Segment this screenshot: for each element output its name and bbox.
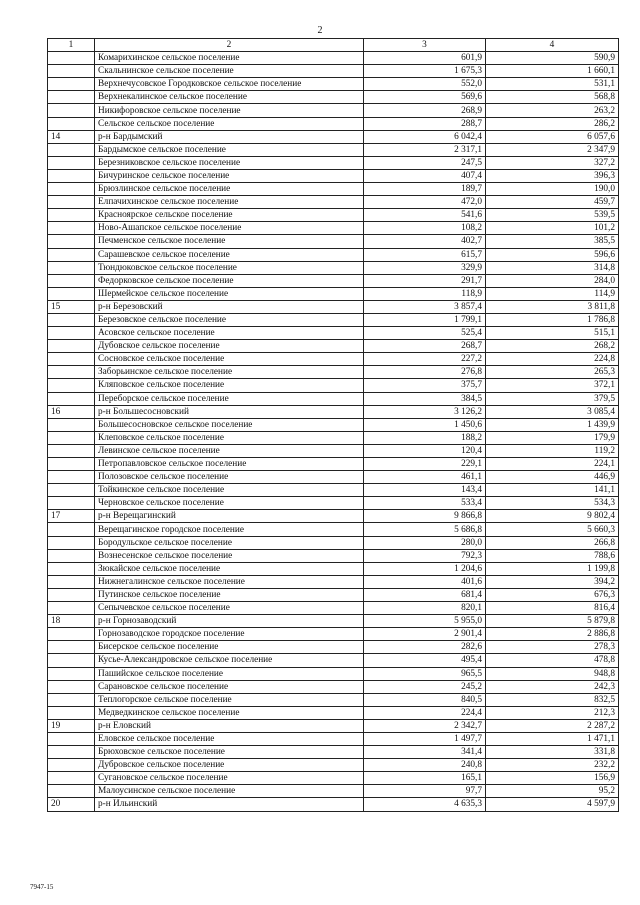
row-number [48, 65, 95, 78]
row-number [48, 732, 95, 745]
value-col-3: 6 042,4 [364, 130, 486, 143]
value-col-3: 5 686,8 [364, 523, 486, 536]
municipality-name: Бичуринское сельское поселение [95, 169, 364, 182]
value-col-4: 190,0 [486, 183, 619, 196]
table-row [48, 510, 619, 523]
municipality-name: Зюкайское сельское поселение [95, 562, 364, 575]
table-row [48, 549, 619, 562]
municipality-name: Комарихинское сельское поселение [95, 52, 364, 65]
row-number [48, 169, 95, 182]
row-number: 20 [48, 798, 95, 811]
value-col-3: 188,2 [364, 431, 486, 444]
row-number [48, 287, 95, 300]
value-col-4: 95,2 [486, 785, 619, 798]
table-row [48, 353, 619, 366]
row-number [48, 458, 95, 471]
table-row [48, 52, 619, 65]
value-col-4: 156,9 [486, 772, 619, 785]
header-row [48, 39, 619, 52]
value-col-3: 245,2 [364, 680, 486, 693]
value-col-4: 286,2 [486, 117, 619, 130]
header-col-1: 1 [48, 39, 95, 52]
table-row [48, 798, 619, 811]
row-number [48, 667, 95, 680]
table-row [48, 680, 619, 693]
value-col-4: 539,5 [486, 209, 619, 222]
table-row [48, 169, 619, 182]
table-row [48, 615, 619, 628]
table-row [48, 746, 619, 759]
table-row [48, 143, 619, 156]
table-row [48, 300, 619, 313]
value-col-3: 2 901,4 [364, 628, 486, 641]
row-number [48, 392, 95, 405]
row-number [48, 117, 95, 130]
row-number [48, 497, 95, 510]
value-col-4: 3 811,8 [486, 300, 619, 313]
row-number: 18 [48, 615, 95, 628]
value-col-3: 280,0 [364, 536, 486, 549]
municipality-name: Вознесенское сельское поселение [95, 549, 364, 562]
table-row [48, 261, 619, 274]
value-col-3: 407,4 [364, 169, 486, 182]
value-col-4: 327,2 [486, 156, 619, 169]
value-col-4: 278,3 [486, 641, 619, 654]
value-col-4: 396,3 [486, 169, 619, 182]
municipality-name: Бардымское сельское поселение [95, 143, 364, 156]
municipality-name: Березовское сельское поселение [95, 313, 364, 326]
table-row [48, 156, 619, 169]
table-row [48, 248, 619, 261]
row-number [48, 196, 95, 209]
value-col-3: 569,6 [364, 91, 486, 104]
row-number [48, 536, 95, 549]
value-col-4: 948,8 [486, 667, 619, 680]
value-col-4: 179,9 [486, 431, 619, 444]
table-row [48, 458, 619, 471]
table-row [48, 431, 619, 444]
municipality-name: Красноярское сельское поселение [95, 209, 364, 222]
value-col-4: 2 347,9 [486, 143, 619, 156]
table-row [48, 759, 619, 772]
value-col-3: 4 635,3 [364, 798, 486, 811]
municipality-name: Пашийское сельское поселение [95, 667, 364, 680]
row-number: 17 [48, 510, 95, 523]
municipality-name: Дубровское сельское поселение [95, 759, 364, 772]
value-col-3: 5 955,0 [364, 615, 486, 628]
value-col-4: 1 471,1 [486, 732, 619, 745]
budget-table [47, 38, 619, 812]
row-number [48, 222, 95, 235]
value-col-4: 394,2 [486, 575, 619, 588]
row-number [48, 274, 95, 287]
footer-code: 7947-15 [30, 883, 54, 891]
value-col-3: 461,1 [364, 471, 486, 484]
row-number [48, 654, 95, 667]
row-number [48, 313, 95, 326]
table-row [48, 222, 619, 235]
row-number [48, 248, 95, 261]
table-row [48, 418, 619, 431]
value-col-4: 232,2 [486, 759, 619, 772]
municipality-name: Переборское сельское поселение [95, 392, 364, 405]
row-number [48, 104, 95, 117]
value-col-3: 329,9 [364, 261, 486, 274]
value-col-4: 141,1 [486, 484, 619, 497]
value-col-3: 840,5 [364, 693, 486, 706]
value-col-3: 402,7 [364, 235, 486, 248]
value-col-4: 385,5 [486, 235, 619, 248]
row-number [48, 693, 95, 706]
value-col-4: 788,6 [486, 549, 619, 562]
row-number [48, 471, 95, 484]
value-col-3: 268,7 [364, 340, 486, 353]
value-col-4: 531,1 [486, 78, 619, 91]
municipality-name: Ново-Ашапское сельское поселение [95, 222, 364, 235]
municipality-name: р-н Верещагинский [95, 510, 364, 523]
value-col-3: 401,6 [364, 575, 486, 588]
header-col-4: 4 [486, 39, 619, 52]
municipality-name: Заборьинское сельское поселение [95, 366, 364, 379]
row-number [48, 772, 95, 785]
municipality-name: Федорковское сельское поселение [95, 274, 364, 287]
value-col-3: 282,6 [364, 641, 486, 654]
table-row [48, 130, 619, 143]
table-row [48, 392, 619, 405]
row-number [48, 575, 95, 588]
municipality-name: Брюховское сельское поселение [95, 746, 364, 759]
table-row [48, 641, 619, 654]
value-col-3: 9 866,8 [364, 510, 486, 523]
row-number [48, 366, 95, 379]
table-row [48, 327, 619, 340]
row-number [48, 261, 95, 274]
row-number [48, 340, 95, 353]
table-row [48, 575, 619, 588]
row-number [48, 183, 95, 196]
value-col-4: 1 786,8 [486, 313, 619, 326]
row-number [48, 523, 95, 536]
row-number [48, 209, 95, 222]
municipality-name: Петропавловское сельское поселение [95, 458, 364, 471]
table-row [48, 65, 619, 78]
value-col-3: 341,4 [364, 746, 486, 759]
value-col-4: 2 886,8 [486, 628, 619, 641]
value-col-4: 119,2 [486, 444, 619, 457]
table-row [48, 287, 619, 300]
row-number [48, 431, 95, 444]
table-row [48, 405, 619, 418]
row-number [48, 759, 95, 772]
row-number [48, 379, 95, 392]
table-row [48, 366, 619, 379]
value-col-4: 590,9 [486, 52, 619, 65]
municipality-name: Кусье-Александровское сельское поселение [95, 654, 364, 667]
table-row [48, 562, 619, 575]
municipality-name: Сосновское сельское поселение [95, 353, 364, 366]
row-number [48, 143, 95, 156]
municipality-name: Полозовское сельское поселение [95, 471, 364, 484]
row-number [48, 235, 95, 248]
value-col-3: 541,6 [364, 209, 486, 222]
value-col-3: 601,9 [364, 52, 486, 65]
table-row [48, 274, 619, 287]
table-row [48, 602, 619, 615]
value-col-3: 3 126,2 [364, 405, 486, 418]
value-col-4: 372,1 [486, 379, 619, 392]
row-number [48, 418, 95, 431]
value-col-4: 1 439,9 [486, 418, 619, 431]
value-col-4: 446,9 [486, 471, 619, 484]
municipality-name: Малоусинское сельское поселение [95, 785, 364, 798]
value-col-3: 97,7 [364, 785, 486, 798]
table-row [48, 706, 619, 719]
municipality-name: Верещагинское городское поселение [95, 523, 364, 536]
value-col-3: 384,5 [364, 392, 486, 405]
value-col-3: 375,7 [364, 379, 486, 392]
municipality-name: Левинское сельское поселение [95, 444, 364, 457]
municipality-name: Сугановское сельское поселение [95, 772, 364, 785]
header-col-2: 2 [95, 39, 364, 52]
row-number [48, 602, 95, 615]
municipality-name: Тюндюковское сельское поселение [95, 261, 364, 274]
value-col-3: 165,1 [364, 772, 486, 785]
municipality-name: Скальнинское сельское поселение [95, 65, 364, 78]
value-col-4: 459,7 [486, 196, 619, 209]
value-col-4: 4 597,9 [486, 798, 619, 811]
value-col-4: 265,3 [486, 366, 619, 379]
table-row [48, 732, 619, 745]
value-col-3: 552,0 [364, 78, 486, 91]
value-col-3: 276,8 [364, 366, 486, 379]
municipality-name: Березниковское сельское поселение [95, 156, 364, 169]
municipality-name: Горнозаводское городское поселение [95, 628, 364, 641]
value-col-3: 108,2 [364, 222, 486, 235]
value-col-4: 379,5 [486, 392, 619, 405]
value-col-4: 224,8 [486, 353, 619, 366]
value-col-4: 832,5 [486, 693, 619, 706]
municipality-name: р-н Большесосновский [95, 405, 364, 418]
municipality-name: р-н Бардымский [95, 130, 364, 143]
municipality-name: Кляповское сельское поселение [95, 379, 364, 392]
value-col-3: 227,2 [364, 353, 486, 366]
row-number [48, 484, 95, 497]
row-number [48, 444, 95, 457]
municipality-name: р-н Ильинский [95, 798, 364, 811]
value-col-3: 792,3 [364, 549, 486, 562]
value-col-3: 247,5 [364, 156, 486, 169]
row-number [48, 327, 95, 340]
municipality-name: р-н Березовский [95, 300, 364, 313]
value-col-3: 224,4 [364, 706, 486, 719]
municipality-name: Печменское сельское поселение [95, 235, 364, 248]
value-col-4: 596,6 [486, 248, 619, 261]
row-number [48, 156, 95, 169]
municipality-name: Дубовское сельское поселение [95, 340, 364, 353]
table-row [48, 719, 619, 732]
row-number [48, 91, 95, 104]
value-col-4: 212,3 [486, 706, 619, 719]
value-col-4: 478,8 [486, 654, 619, 667]
table-row [48, 628, 619, 641]
municipality-name: Теплогорское сельское поселение [95, 693, 364, 706]
value-col-3: 533,4 [364, 497, 486, 510]
municipality-name: Сепычевское сельское поселение [95, 602, 364, 615]
municipality-name: р-н Еловский [95, 719, 364, 732]
row-number [48, 746, 95, 759]
value-col-4: 114,9 [486, 287, 619, 300]
table-row [48, 117, 619, 130]
header-col-3: 3 [364, 39, 486, 52]
municipality-name: Никифоровское сельское поселение [95, 104, 364, 117]
value-col-3: 2 317,1 [364, 143, 486, 156]
value-col-3: 189,7 [364, 183, 486, 196]
value-col-3: 291,7 [364, 274, 486, 287]
table-row [48, 78, 619, 91]
municipality-name: Черновское сельское поселение [95, 497, 364, 510]
municipality-name: Сарановское сельское поселение [95, 680, 364, 693]
value-col-4: 242,3 [486, 680, 619, 693]
municipality-name: Нижнегалинское сельское поселение [95, 575, 364, 588]
row-number [48, 78, 95, 91]
municipality-name: Елпачихинское сельское поселение [95, 196, 364, 209]
municipality-name: Сарашевское сельское поселение [95, 248, 364, 261]
value-col-4: 331,8 [486, 746, 619, 759]
table-row [48, 785, 619, 798]
value-col-3: 3 857,4 [364, 300, 486, 313]
page-number: 2 [317, 25, 323, 36]
value-col-4: 268,2 [486, 340, 619, 353]
value-col-3: 495,4 [364, 654, 486, 667]
value-col-3: 143,4 [364, 484, 486, 497]
table-row [48, 183, 619, 196]
municipality-name: Клеповское сельское поселение [95, 431, 364, 444]
municipality-name: Путинское сельское поселение [95, 588, 364, 601]
municipality-name: Верхнечусовское Городковское сельское поселение [95, 78, 364, 91]
value-col-3: 1 799,1 [364, 313, 486, 326]
municipality-name: Шермейское сельское поселение [95, 287, 364, 300]
value-col-3: 288,7 [364, 117, 486, 130]
value-col-4: 263,2 [486, 104, 619, 117]
municipality-name: Сельское сельское поселение [95, 117, 364, 130]
value-col-4: 314,8 [486, 261, 619, 274]
value-col-3: 965,5 [364, 667, 486, 680]
row-number [48, 785, 95, 798]
table-row [48, 471, 619, 484]
row-number [48, 353, 95, 366]
value-col-4: 1 199,8 [486, 562, 619, 575]
row-number [48, 641, 95, 654]
value-col-3: 240,8 [364, 759, 486, 772]
table-row [48, 235, 619, 248]
table-row [48, 654, 619, 667]
table-row [48, 196, 619, 209]
municipality-name: р-н Горнозаводский [95, 615, 364, 628]
municipality-name: Асовское сельское поселение [95, 327, 364, 340]
value-col-3: 472,0 [364, 196, 486, 209]
value-col-4: 3 085,4 [486, 405, 619, 418]
value-col-3: 1 675,3 [364, 65, 486, 78]
value-col-4: 534,3 [486, 497, 619, 510]
value-col-4: 2 287,2 [486, 719, 619, 732]
row-number: 14 [48, 130, 95, 143]
value-col-4: 9 802,4 [486, 510, 619, 523]
value-col-3: 615,7 [364, 248, 486, 261]
value-col-4: 568,8 [486, 91, 619, 104]
row-number [48, 680, 95, 693]
value-col-3: 118,9 [364, 287, 486, 300]
row-number [48, 706, 95, 719]
value-col-3: 1 450,6 [364, 418, 486, 431]
municipality-name: Бисерское сельское поселение [95, 641, 364, 654]
table-row [48, 588, 619, 601]
row-number [48, 562, 95, 575]
table-row [48, 340, 619, 353]
table-row [48, 693, 619, 706]
row-number [48, 549, 95, 562]
table-row [48, 484, 619, 497]
table-row [48, 91, 619, 104]
row-number: 19 [48, 719, 95, 732]
municipality-name: Брюзлинское сельское поселение [95, 183, 364, 196]
value-col-3: 2 342,7 [364, 719, 486, 732]
value-col-4: 101,2 [486, 222, 619, 235]
municipality-name: Верхнекалинское сельское поселение [95, 91, 364, 104]
value-col-4: 676,3 [486, 588, 619, 601]
value-col-3: 268,9 [364, 104, 486, 117]
value-col-3: 229,1 [364, 458, 486, 471]
value-col-3: 820,1 [364, 602, 486, 615]
municipality-name: Большесосновское сельское поселение [95, 418, 364, 431]
municipality-name: Медведкинское сельское поселение [95, 706, 364, 719]
value-col-3: 1 204,6 [364, 562, 486, 575]
table-row [48, 209, 619, 222]
value-col-3: 525,4 [364, 327, 486, 340]
row-number [48, 52, 95, 65]
table-row [48, 667, 619, 680]
value-col-3: 120,4 [364, 444, 486, 457]
table-row [48, 313, 619, 326]
value-col-4: 6 057,6 [486, 130, 619, 143]
table-row [48, 497, 619, 510]
value-col-4: 5 879,8 [486, 615, 619, 628]
row-number: 15 [48, 300, 95, 313]
value-col-4: 266,8 [486, 536, 619, 549]
value-col-4: 816,4 [486, 602, 619, 615]
table-row [48, 104, 619, 117]
value-col-4: 284,0 [486, 274, 619, 287]
table-row [48, 379, 619, 392]
value-col-3: 681,4 [364, 588, 486, 601]
value-col-4: 1 660,1 [486, 65, 619, 78]
value-col-4: 515,1 [486, 327, 619, 340]
municipality-name: Бородульское сельское поселение [95, 536, 364, 549]
municipality-name: Тойкинское сельское поселение [95, 484, 364, 497]
value-col-3: 1 497,7 [364, 732, 486, 745]
value-col-4: 224,1 [486, 458, 619, 471]
table-row [48, 523, 619, 536]
municipality-name: Еловское сельское поселение [95, 732, 364, 745]
value-col-4: 5 660,3 [486, 523, 619, 536]
row-number [48, 628, 95, 641]
table-row [48, 772, 619, 785]
table-row [48, 444, 619, 457]
row-number: 16 [48, 405, 95, 418]
table-row [48, 536, 619, 549]
row-number [48, 588, 95, 601]
